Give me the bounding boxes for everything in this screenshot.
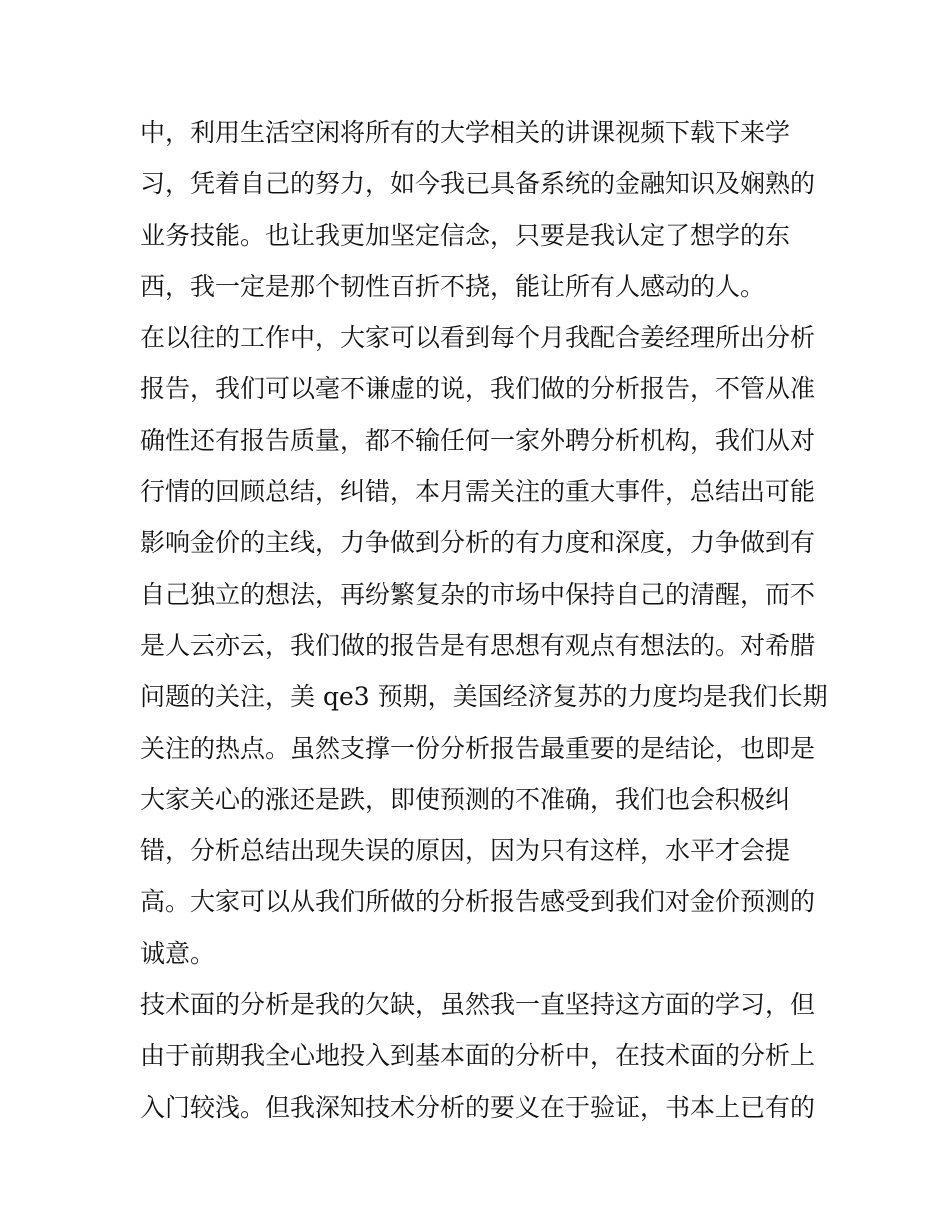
- text-line: 入门较浅。但我深知技术分析的要义在于验证，书本上已有的: [140, 1092, 816, 1122]
- text-line: 中，利用生活空闲将所有的大学相关的讲课视频下载下来学: [140, 118, 791, 147]
- text-line: 高。大家可以从我们所做的分析报告感受到我们对金价预测的: [140, 887, 816, 917]
- text-line: 影响金价的主线，力争做到分析的有力度和深度，力争做到有: [140, 528, 816, 558]
- text-line: 错，分析总结出现失误的原因，因为只有这样，水平才会提: [140, 836, 791, 866]
- text-line: 西，我一定是那个韧性百折不挠，能让所有人感动的人。: [140, 271, 766, 301]
- document-body: [140, 107, 830, 1133]
- text-line: 自己独立的想法，再纷繁复杂的市场中保持自己的清醒，而不: [140, 579, 816, 609]
- text-line: 诚意。: [140, 938, 216, 968]
- text-line: 技术面的分析是我的欠缺，虽然我一直坚持这方面的学习，但: [140, 990, 816, 1020]
- text-line: 大家关心的涨还是跌，即使预测的不准确，我们也会积极纠: [140, 784, 791, 814]
- text-line: 问题的关注，美 qe3 预期，美国经济复苏的力度均是我们长期: [140, 682, 828, 712]
- text-line: 报告，我们可以毫不谦虚的说，我们做的分析报告，不管从准: [140, 374, 816, 404]
- text-line: 业务技能。也让我更加坚定信念，只要是我认定了想学的东: [140, 220, 791, 250]
- text-line: 关注的热点。虽然支撑一份分析报告最重要的是结论，也即是: [140, 733, 816, 763]
- text-line: 行情的回顾总结，纠错，本月需关注的重大事件，总结出可能: [140, 477, 816, 507]
- text-line: 由于前期我全心地投入到基本面的分析中，在技术面的分析上: [140, 1041, 816, 1071]
- text-line: 确性还有报告质量，都不输任何一家外聘分析机构，我们从对: [140, 425, 816, 455]
- text-line: 是人云亦云，我们做的报告是有思想有观点有想法的。对希腊: [140, 630, 816, 660]
- text-line: 在以往的工作中，大家可以看到每个月我配合姜经理所出分析: [140, 323, 816, 353]
- text-line: 习，凭着自己的努力，如今我已具备系统的金融知识及娴熟的: [140, 169, 816, 199]
